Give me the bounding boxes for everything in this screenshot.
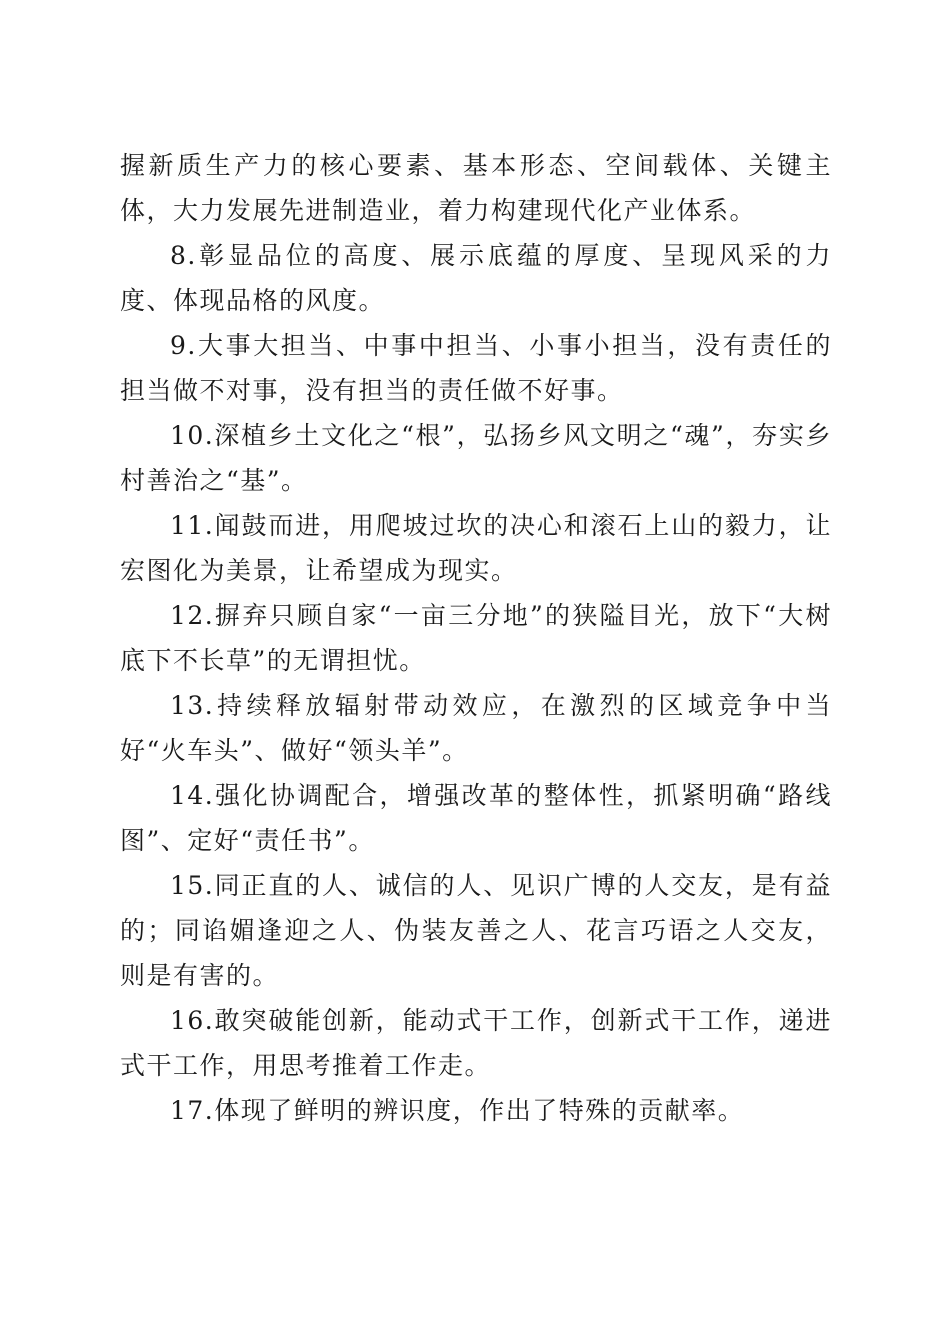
paragraph-item-17: 17.体现了鲜明的辨识度，作出了特殊的贡献率。 xyxy=(170,1096,745,1125)
paragraph-continuation: 握新质生产力的核心要素、基本形态、空间载体、关键主体，大力发展先进制造业，着力构建现代化产业体系。 xyxy=(120,151,832,225)
paragraph-item-16: 16.敢突破能创新，能动式干工作，创新式干工作，递进式干工作，用思考推着工作走。 xyxy=(120,1006,832,1080)
document-body xyxy=(120,143,832,1133)
paragraph-item-12: 12.摒弃只顾自家“一亩三分地”的狭隘目光，放下“大树底下不长草”的无谓担忧。 xyxy=(120,601,832,675)
paragraph-item-10: 10.深植乡土文化之“根”，弘扬乡风文明之“魂”，夯实乡村善治之“基”。 xyxy=(120,421,832,495)
paragraph-item-11: 11.闻鼓而进，用爬坡过坎的决心和滚石上山的毅力，让宏图化为美景，让希望成为现实。 xyxy=(120,511,832,585)
paragraph-item-14: 14.强化协调配合，增强改革的整体性，抓紧明确“路线图”、定好“责任书”。 xyxy=(120,781,832,855)
paragraph-item-9: 9.大事大担当、中事中担当、小事小担当，没有责任的担当做不对事，没有担当的责任做不好事。 xyxy=(120,331,832,405)
paragraph-item-8: 8.彰显品位的高度、展示底蕴的厚度、呈现风采的力度、体现品格的风度。 xyxy=(120,241,832,315)
paragraph-item-13: 13.持续释放辐射带动效应，在激烈的区域竞争中当好“火车头”、做好“领头羊”。 xyxy=(120,691,832,765)
paragraph-item-15: 15.同正直的人、诚信的人、见识广博的人交友，是有益的；同谄媚逢迎之人、伪装友善之人、花言巧语之人交友，则是有害的。 xyxy=(120,871,832,990)
